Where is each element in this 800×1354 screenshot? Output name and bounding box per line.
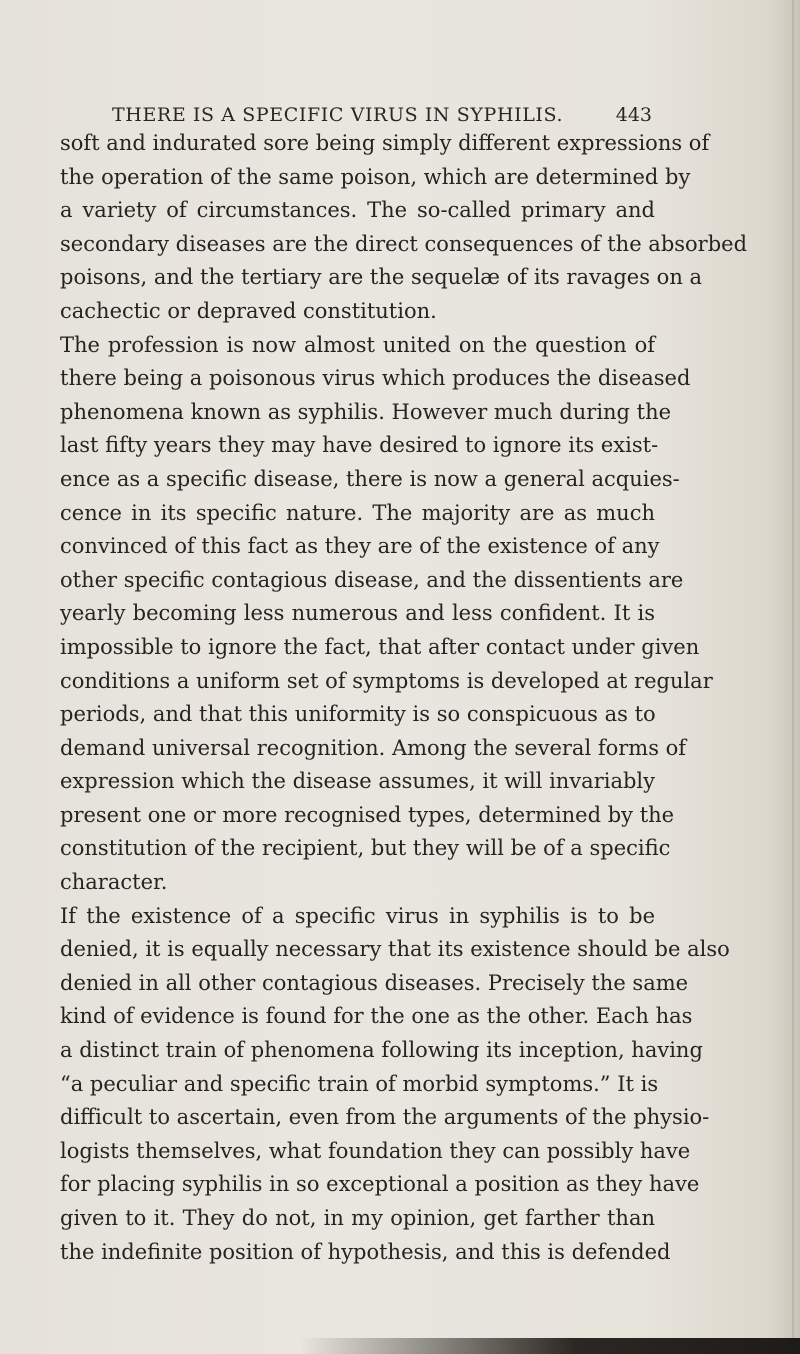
- text-line: periods, and that this uniformity is so conspicuous as to: [60, 702, 656, 727]
- text-line: difficult to ascertain, even from the arguments of the physio-: [60, 1105, 710, 1130]
- text-line: character.: [60, 870, 168, 895]
- text-line: The profession is now almost united on the question of: [60, 332, 655, 357]
- text-line: a distinct train of phenomena following its inception, having: [60, 1038, 703, 1063]
- text-line: given to it. They do not, in my opinion, get farther than: [60, 1206, 655, 1230]
- text-line: denied in all other contagious diseases. Precisely the same: [60, 970, 689, 995]
- text-line: present one or more recognised types, determined by the: [60, 802, 675, 827]
- text-line: If the existence of a specific virus in syphilis is to be: [60, 903, 655, 928]
- text-line: kind of evidence is found for the one as the other. Each has: [60, 1004, 693, 1029]
- text-line: demand universal recognition. Among the several forms of: [60, 735, 687, 760]
- text-line: poisons, and the tertiary are the sequelæ of its ravages on a: [60, 265, 703, 290]
- text-line: impossible to ignore the fact, that after contact under given: [60, 634, 700, 659]
- text-line: logists themselves, what foundation they can possibly have: [60, 1138, 691, 1163]
- text-line: there being a poisonous virus which produces the diseased: [60, 366, 691, 391]
- text-line: “a peculiar and specific train of morbid symptoms.” It is: [60, 1071, 659, 1096]
- text-line: constitution of the recipient, but they will be of a specific: [60, 836, 671, 861]
- text-line: denied, it is equally necessary that its existence should be also: [60, 937, 730, 962]
- text-line: other specific contagious disease, and the dissentients are: [60, 567, 684, 592]
- text-line: convinced of this fact as they are of the existence of any: [60, 534, 660, 559]
- running-head: THERE IS A SPECIFIC VIRUS IN SYPHILIS.: [112, 104, 564, 126]
- text-line: cence in its specific nature. The majority are as much: [60, 500, 655, 525]
- text-line: conditions a uniform set of symptoms is developed at regular: [60, 668, 713, 693]
- text-line: a variety of circumstances. The so-called primary and: [60, 198, 655, 223]
- text-line: cachectic or depraved constitution.: [60, 298, 437, 323]
- text-line: phenomena known as syphilis. However much during the: [60, 399, 672, 424]
- text-line: the indefinite position of hypothesis, and this is defended: [60, 1239, 671, 1264]
- text-line: for placing syphilis in so exceptional a position as they have: [60, 1172, 700, 1197]
- text-line: ence as a specific disease, there is now a general acquies-: [60, 466, 680, 491]
- text-line: secondary diseases are the direct consequences of the absorbed: [60, 231, 748, 256]
- body-text: [60, 127, 748, 1269]
- page-edge-shadow: [792, 0, 794, 1354]
- text-line: soft and indurated sore being simply different expressions of: [60, 131, 710, 155]
- text-line: last fifty years they may have desired to ignore its exist-: [60, 433, 659, 458]
- text-line: expression which the disease assumes, it will invariably: [60, 769, 655, 794]
- text-line: yearly becoming less numerous and less confident. It is: [60, 601, 655, 626]
- page-bottom-edge: [300, 1338, 800, 1354]
- page-number: 443: [615, 104, 652, 126]
- text-line: the operation of the same poison, which are determined by: [60, 164, 691, 189]
